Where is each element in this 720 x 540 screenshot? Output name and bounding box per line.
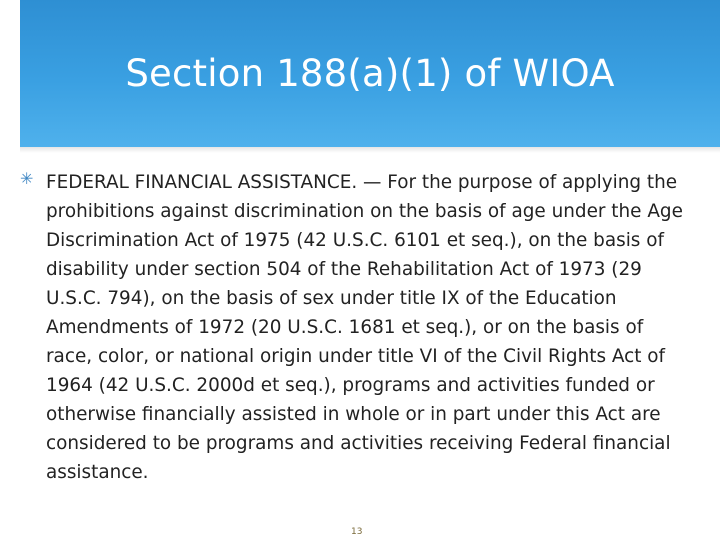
bullet-block <box>20 168 690 487</box>
asterisk-bullet-icon: ✳ <box>20 169 34 188</box>
bullet-text: FEDERAL FINANCIAL ASSISTANCE. — For the purpose of applying the prohibitions against discrimination on the basis of age under the Age Discrimination Act of 1975 (42 U.S.C. 6101 et seq.), on the basis of disability under section 504 of the Rehabilitation Act of 1973 (29 U.S.C. 794), on the basis of sex under title IX of the Education Amendments of 1972 (20 U.S.C. 1681 et seq.), or on the basis of race, color, or national origin under title VI of the Civil Rights Act of 1964 (42 U.S.C. 2000d et seq.), programs and activities funded or otherwise financially assisted in whole or in part under this Act are considered to be programs and activities receiving Federal financial assistance. <box>46 172 683 483</box>
page-number: 13 <box>351 527 363 537</box>
slide-title: Section 188(a)(1) of WIOA <box>125 52 615 95</box>
